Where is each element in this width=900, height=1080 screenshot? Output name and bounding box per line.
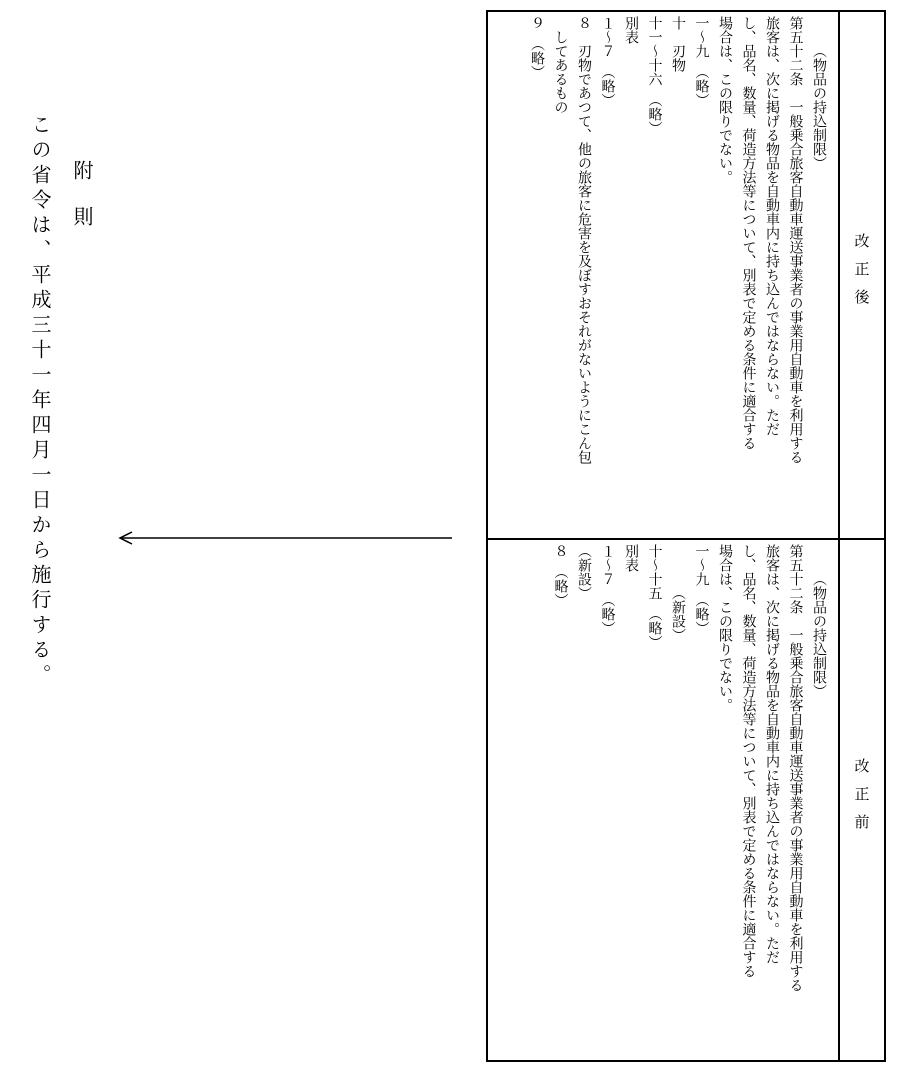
header-after-amendment: 改正後 <box>852 233 871 317</box>
article-line: 第五十二条 一般乗合旅客自動車運送事業者の事業用自動車を利用する <box>787 544 804 992</box>
appendix-line: してあるもの <box>552 30 569 114</box>
row-divider <box>488 538 884 540</box>
article-line: し、品名、数量、荷造方法等について、別表で定める条件に適合する <box>740 544 757 978</box>
appendix-line: １～７ （略） <box>599 16 616 107</box>
after-amendment-text <box>490 16 830 536</box>
item-line: 一～九 （略） <box>693 544 710 635</box>
article-line: 場合は、この限りでない。 <box>717 16 733 184</box>
item-line: 一～九 （略） <box>693 16 710 107</box>
comparison-table <box>486 10 886 1062</box>
appendix-line: （新設） <box>576 544 592 600</box>
appendix-line: １～７ （略） <box>599 544 616 635</box>
appendix-line: ９ （略） <box>529 16 545 79</box>
article-line: 場合は、この限りでない。 <box>717 544 733 712</box>
arrow-left-icon <box>118 528 452 548</box>
before-amendment-text <box>490 544 830 1056</box>
header-before-amendment: 改正前 <box>852 758 871 842</box>
item-line: （新設） <box>670 586 686 642</box>
article-line: 旅客は、次に掲げる物品を自動車内に持ち込んではならない。ただ <box>764 16 780 436</box>
article-caption: （物品の持込制限） <box>811 44 827 170</box>
appendix-line: ８ 刃物であつて、他の旅客に危害を及ぼすおそれがないようにこん包 <box>576 16 592 464</box>
appendix-title: 別表 <box>623 16 639 44</box>
article-caption: （物品の持込制限） <box>811 572 827 698</box>
supplementary-text: この省令は、平成三十一年四月一日から施行する。 <box>28 114 52 689</box>
supplementary-heading: 附則 <box>70 160 94 252</box>
article-line: し、品名、数量、荷造方法等について、別表で定める条件に適合する <box>740 16 757 450</box>
item-line: 十～十五 （略） <box>646 544 663 649</box>
appendix-title: 別表 <box>623 544 639 572</box>
item-line: 十 刃物 <box>670 16 686 72</box>
article-line: 旅客は、次に掲げる物品を自動車内に持ち込んではならない。ただ <box>764 544 780 964</box>
appendix-line: ８ （略） <box>552 544 569 607</box>
item-line: 十一～十六 （略） <box>646 16 663 135</box>
article-line: 第五十二条 一般乗合旅客自動車運送事業者の事業用自動車を利用する <box>787 16 804 464</box>
